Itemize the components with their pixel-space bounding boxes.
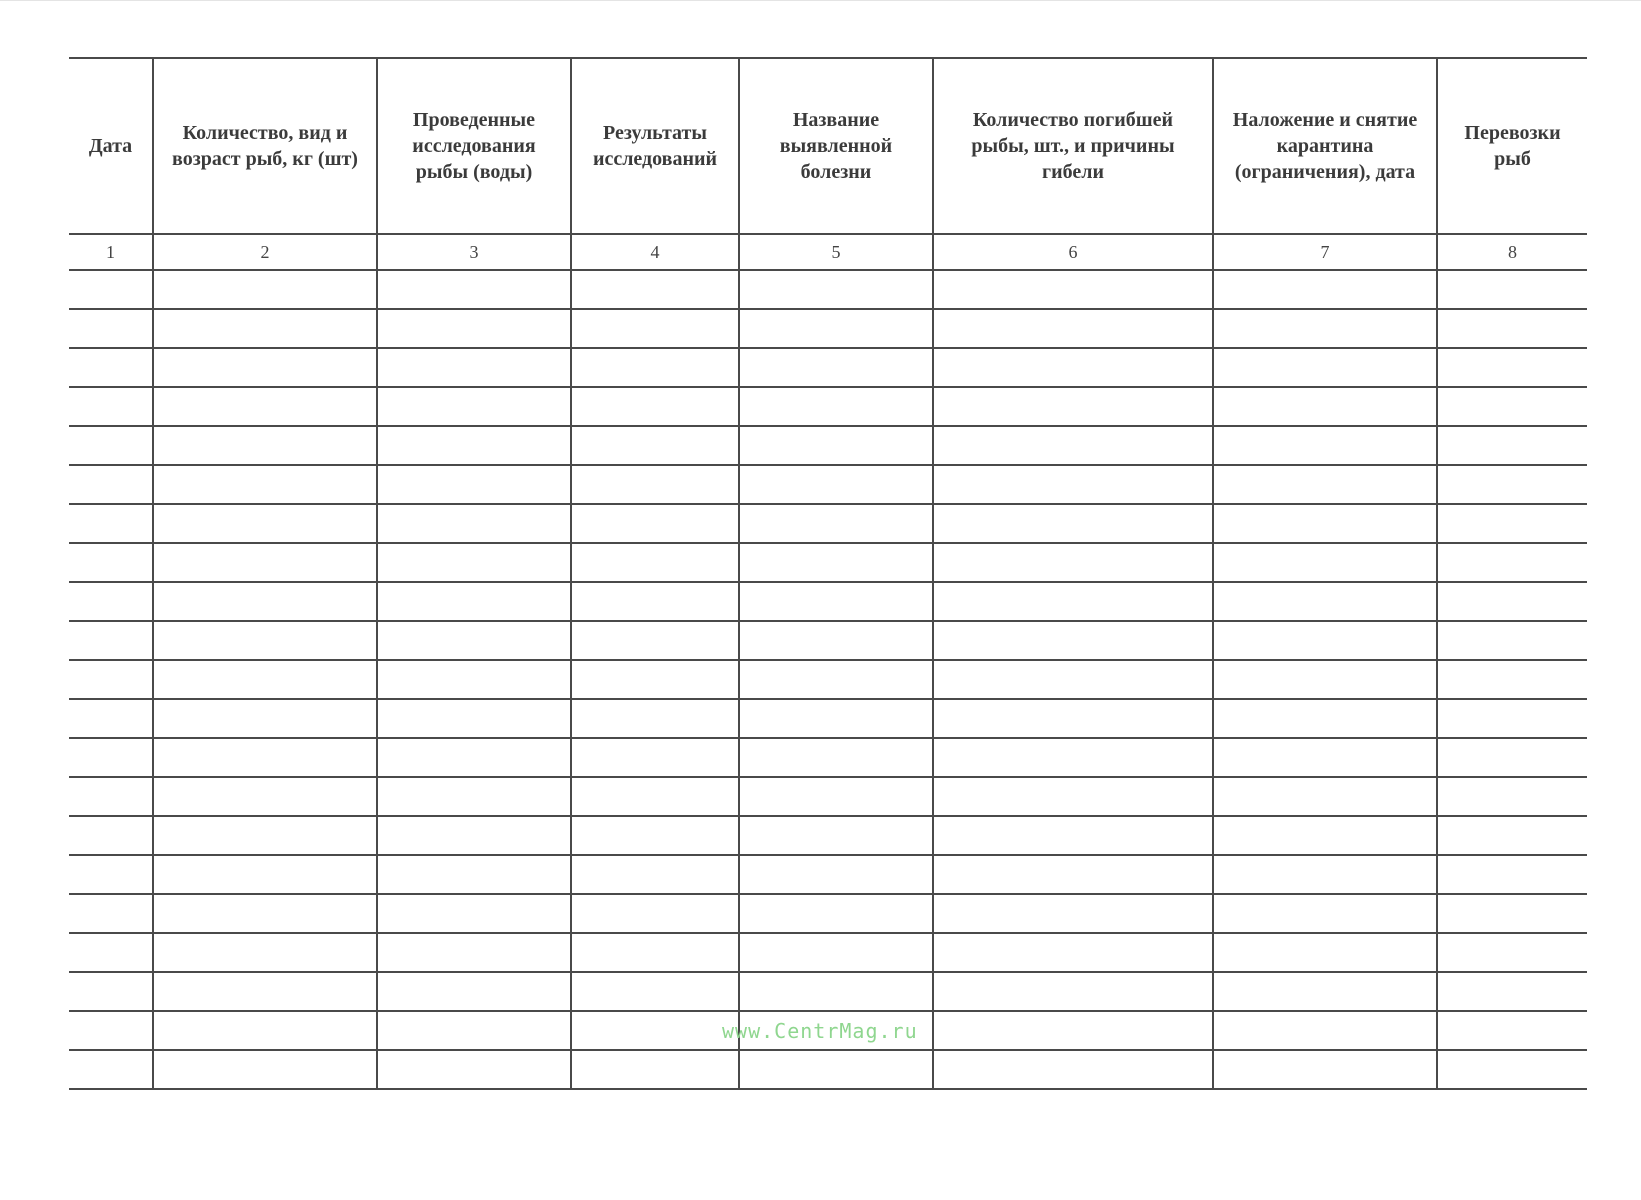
column-number: 8 xyxy=(1437,234,1587,270)
table-cell xyxy=(153,894,377,933)
table-cell xyxy=(153,426,377,465)
table-cell xyxy=(377,309,571,348)
table-cell xyxy=(933,504,1213,543)
table-row xyxy=(69,270,1587,309)
table-cell xyxy=(377,894,571,933)
table-cell xyxy=(1437,1050,1587,1089)
table-cell xyxy=(571,855,739,894)
table-cell xyxy=(933,582,1213,621)
table-cell xyxy=(153,543,377,582)
table-cell xyxy=(153,1050,377,1089)
table-cell xyxy=(153,699,377,738)
table-cell xyxy=(69,894,153,933)
table-cell xyxy=(1213,348,1437,387)
table-cell xyxy=(1213,582,1437,621)
table-cell xyxy=(69,504,153,543)
fish-journal-table xyxy=(69,57,1587,1090)
table-cell xyxy=(377,738,571,777)
table-cell xyxy=(1437,426,1587,465)
table-cell xyxy=(1213,660,1437,699)
table-cell xyxy=(1213,504,1437,543)
table-cell xyxy=(933,543,1213,582)
table-cell xyxy=(571,660,739,699)
table-cell xyxy=(1437,543,1587,582)
table-cell xyxy=(739,582,933,621)
table-cell xyxy=(1437,894,1587,933)
table-cell xyxy=(1437,699,1587,738)
table-cell xyxy=(377,1050,571,1089)
header-quarantine: Наложение и снятие карантина (ограничения), дата xyxy=(1213,58,1437,234)
table-cell xyxy=(739,972,933,1011)
table-cell xyxy=(377,855,571,894)
table-cell xyxy=(69,699,153,738)
table-cell xyxy=(377,816,571,855)
table-cell xyxy=(1213,309,1437,348)
table-cell xyxy=(571,1011,739,1050)
table-cell xyxy=(571,738,739,777)
table-cell xyxy=(1437,348,1587,387)
table-cell xyxy=(933,855,1213,894)
table-row xyxy=(69,894,1587,933)
table-cell xyxy=(69,972,153,1011)
table-body xyxy=(69,270,1587,1089)
table-cell xyxy=(739,660,933,699)
table-cell xyxy=(69,1011,153,1050)
table-cell xyxy=(571,699,739,738)
table-cell xyxy=(571,972,739,1011)
column-number: 1 xyxy=(69,234,153,270)
table-cell xyxy=(739,543,933,582)
table-cell xyxy=(153,348,377,387)
table-cell xyxy=(69,465,153,504)
table-cell xyxy=(153,465,377,504)
table-cell xyxy=(933,777,1213,816)
table-cell xyxy=(571,582,739,621)
table-row xyxy=(69,933,1587,972)
table-cell xyxy=(377,348,571,387)
table-cell xyxy=(377,426,571,465)
table-cell xyxy=(933,348,1213,387)
table-cell xyxy=(739,855,933,894)
table-cell xyxy=(739,894,933,933)
table-row xyxy=(69,309,1587,348)
table-cell xyxy=(739,699,933,738)
table-cell xyxy=(1213,270,1437,309)
table-cell xyxy=(377,1011,571,1050)
table-cell xyxy=(571,426,739,465)
table-cell xyxy=(377,972,571,1011)
table-cell xyxy=(739,387,933,426)
table-cell xyxy=(377,270,571,309)
table-cell xyxy=(1213,699,1437,738)
table-cell xyxy=(153,660,377,699)
table-row xyxy=(69,738,1587,777)
table-cell xyxy=(739,738,933,777)
table-cell xyxy=(571,543,739,582)
table-cell xyxy=(933,894,1213,933)
header-dead-fish: Количество погибшей рыбы, шт., и причины гибели xyxy=(933,58,1213,234)
table-cell xyxy=(377,582,571,621)
table-row xyxy=(69,855,1587,894)
table-row xyxy=(69,1050,1587,1089)
table-cell xyxy=(377,504,571,543)
table-cell xyxy=(1437,309,1587,348)
table-cell xyxy=(739,777,933,816)
table-cell xyxy=(571,348,739,387)
column-number: 5 xyxy=(739,234,933,270)
table-cell xyxy=(1213,738,1437,777)
table-cell xyxy=(1213,1050,1437,1089)
table-cell xyxy=(1213,894,1437,933)
table-cell xyxy=(377,699,571,738)
table-cell xyxy=(377,543,571,582)
table-cell xyxy=(1437,582,1587,621)
table-cell xyxy=(1437,465,1587,504)
table-cell xyxy=(69,660,153,699)
watermark: www.CentrMag.ru xyxy=(722,1019,918,1043)
table-cell xyxy=(571,504,739,543)
table-cell xyxy=(153,309,377,348)
table-cell xyxy=(571,894,739,933)
table-cell xyxy=(1437,816,1587,855)
table-row xyxy=(69,504,1587,543)
table-cell xyxy=(69,621,153,660)
table-cell xyxy=(377,387,571,426)
table-cell xyxy=(1213,426,1437,465)
table-row xyxy=(69,465,1587,504)
table-cell xyxy=(69,933,153,972)
header-row xyxy=(69,58,1587,234)
table-cell xyxy=(1437,621,1587,660)
table-row xyxy=(69,972,1587,1011)
table-cell xyxy=(1213,621,1437,660)
table-cell xyxy=(933,738,1213,777)
table-cell xyxy=(571,270,739,309)
table-cell xyxy=(69,348,153,387)
table-cell xyxy=(1213,972,1437,1011)
table-cell xyxy=(153,738,377,777)
table-row xyxy=(69,387,1587,426)
table-cell xyxy=(933,465,1213,504)
table-cell xyxy=(571,933,739,972)
table-cell xyxy=(1437,972,1587,1011)
column-number: 7 xyxy=(1213,234,1437,270)
table-cell xyxy=(377,465,571,504)
table-cell xyxy=(153,582,377,621)
table-cell xyxy=(1437,855,1587,894)
table-cell xyxy=(933,1050,1213,1089)
table-cell xyxy=(69,855,153,894)
table-cell xyxy=(1213,933,1437,972)
table-cell xyxy=(153,816,377,855)
table-cell xyxy=(69,426,153,465)
header-date: Дата xyxy=(69,58,153,234)
table-row xyxy=(69,816,1587,855)
table-cell xyxy=(69,738,153,777)
table-cell xyxy=(1437,1011,1587,1050)
table-cell xyxy=(933,816,1213,855)
table-cell xyxy=(933,699,1213,738)
table-cell xyxy=(153,621,377,660)
table-cell xyxy=(571,309,739,348)
table-cell xyxy=(1437,660,1587,699)
header-research-results: Результаты исследований xyxy=(571,58,739,234)
table-cell xyxy=(153,777,377,816)
table-cell xyxy=(69,387,153,426)
table-cell xyxy=(377,777,571,816)
table-cell xyxy=(571,387,739,426)
table-cell xyxy=(153,1011,377,1050)
table-row xyxy=(69,699,1587,738)
table-cell xyxy=(571,816,739,855)
table-cell xyxy=(69,270,153,309)
table-cell xyxy=(153,972,377,1011)
table-cell xyxy=(933,309,1213,348)
table-cell xyxy=(1213,465,1437,504)
table-row xyxy=(69,660,1587,699)
header-research-conducted: Проведенные исследования рыбы (воды) xyxy=(377,58,571,234)
table-row xyxy=(69,348,1587,387)
column-number: 6 xyxy=(933,234,1213,270)
header-fish-quantity: Количество, вид и возраст рыб, кг (шт) xyxy=(153,58,377,234)
table-cell xyxy=(153,387,377,426)
table-cell xyxy=(377,621,571,660)
table-row xyxy=(69,426,1587,465)
table-cell xyxy=(739,504,933,543)
table-cell xyxy=(153,270,377,309)
table-row xyxy=(69,543,1587,582)
table-cell xyxy=(1213,777,1437,816)
table-cell xyxy=(1213,855,1437,894)
table-cell xyxy=(571,465,739,504)
table-cell xyxy=(739,465,933,504)
column-number: 3 xyxy=(377,234,571,270)
column-number-row xyxy=(69,234,1587,270)
table-cell xyxy=(69,816,153,855)
table-row xyxy=(69,621,1587,660)
table-cell xyxy=(69,1050,153,1089)
table-cell xyxy=(153,855,377,894)
table-cell xyxy=(1213,1011,1437,1050)
table-row xyxy=(69,777,1587,816)
column-number: 4 xyxy=(571,234,739,270)
table-cell xyxy=(69,777,153,816)
table-cell xyxy=(69,582,153,621)
table-cell xyxy=(933,972,1213,1011)
table-cell xyxy=(1213,816,1437,855)
table-cell xyxy=(933,933,1213,972)
table-cell xyxy=(933,660,1213,699)
table-cell xyxy=(69,309,153,348)
table-cell xyxy=(739,270,933,309)
table-cell xyxy=(739,933,933,972)
column-number: 2 xyxy=(153,234,377,270)
table-cell xyxy=(571,777,739,816)
table-cell xyxy=(1213,387,1437,426)
table-cell xyxy=(1437,738,1587,777)
table-cell xyxy=(571,1050,739,1089)
table-cell xyxy=(739,621,933,660)
table-cell xyxy=(933,621,1213,660)
table-cell xyxy=(153,504,377,543)
table-cell xyxy=(739,309,933,348)
table-cell xyxy=(933,270,1213,309)
table-cell xyxy=(739,426,933,465)
table-cell xyxy=(1437,387,1587,426)
table-cell xyxy=(739,816,933,855)
table-cell xyxy=(933,1011,1213,1050)
table-cell xyxy=(1213,543,1437,582)
table-cell xyxy=(377,933,571,972)
table-cell xyxy=(1437,270,1587,309)
table-cell xyxy=(1437,504,1587,543)
table-cell xyxy=(1437,777,1587,816)
table-row xyxy=(69,582,1587,621)
table-cell xyxy=(571,621,739,660)
table-cell xyxy=(69,543,153,582)
table-cell xyxy=(739,348,933,387)
table-cell xyxy=(739,1050,933,1089)
header-transport: Перевозки рыб xyxy=(1437,58,1587,234)
table-cell xyxy=(933,387,1213,426)
table-cell xyxy=(153,933,377,972)
table-cell xyxy=(933,426,1213,465)
table-cell xyxy=(377,660,571,699)
table-cell xyxy=(1437,933,1587,972)
header-disease-name: Название выявленной болезни xyxy=(739,58,933,234)
